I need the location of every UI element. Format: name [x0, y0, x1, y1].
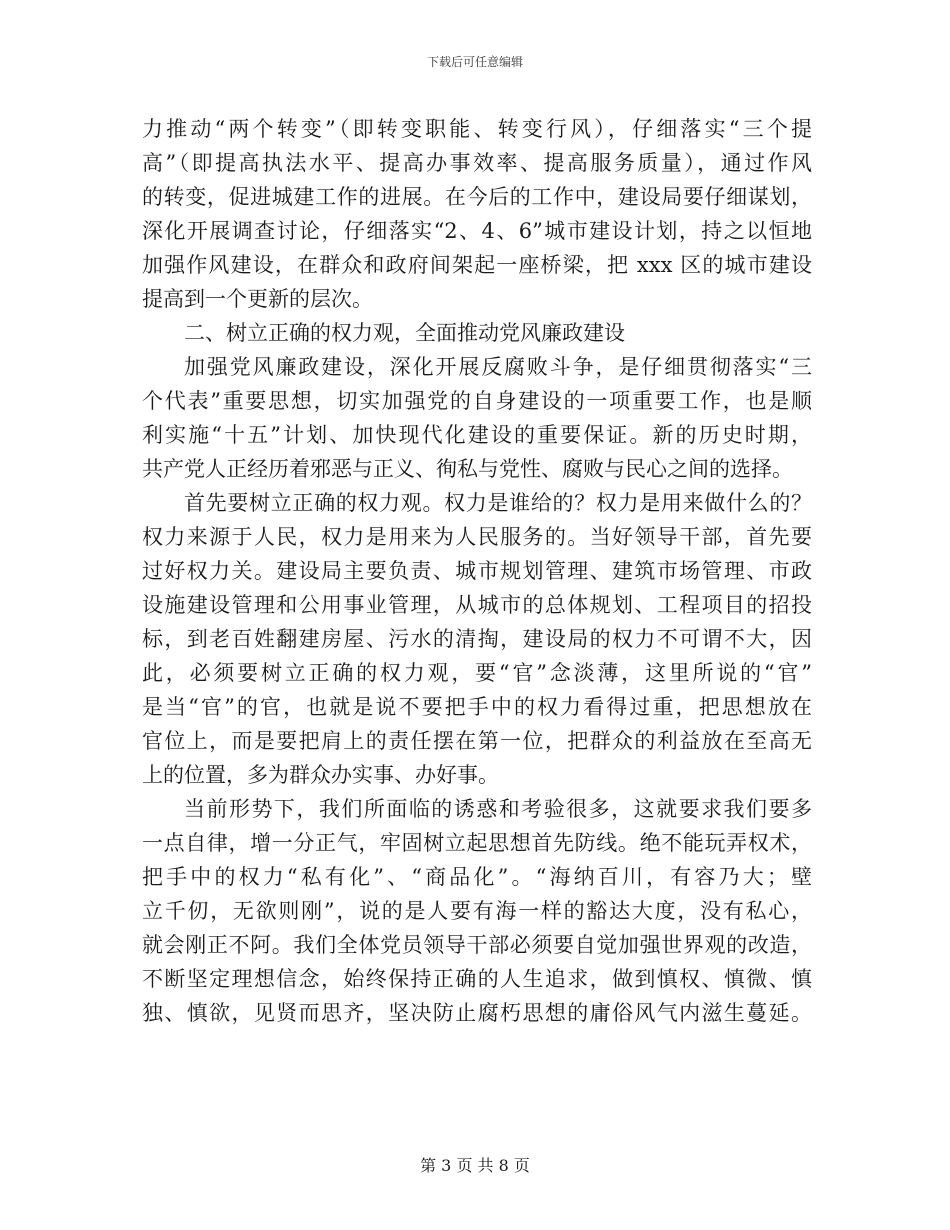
text-line: 加强党风廉政建设，深化开展反腐败斗争，是仔细贯彻落实“三	[184, 355, 812, 379]
text-line: 利实施“十五”计划、加快现代化建设的重要保证。新的历史时期，	[142, 423, 812, 447]
text-line: 此，必须要树立正确的权力观，要“官”念淡薄，这里所说的“官”	[142, 661, 812, 685]
text-line: 上的位置，多为群众办实事、办好事。	[142, 763, 499, 787]
text-line: 立千仞，无欲则刚”，说的是人要有海一样的豁达大度，没有私心，	[142, 899, 812, 923]
section-heading	[142, 316, 812, 350]
text-line: 当前形势下，我们所面临的诱惑和考验很多，这就要求我们要多	[184, 797, 812, 821]
text-line: 首先要树立正确的权力观。权力是谁给的？权力是用来做什么的？	[184, 491, 812, 515]
text-line: 高”（即提高执法水平、提高办事效率、提高服务质量），通过作风	[142, 151, 812, 175]
text-line: 一点自律，增一分正气，牢固树立起思想首先防线。绝不能玩弄权术，	[142, 831, 812, 855]
text-line: 设施建设管理和公用事业管理，从城市的总体规划、工程项目的招投	[142, 593, 812, 617]
text-line: 加强作风建设，在群众和政府间架起一座桥梁，把 xxx 区的城市建设	[142, 253, 812, 277]
text-line: 力推动“两个转变”（即转变职能、转变行风），仔细落实“三个提	[142, 117, 812, 141]
text-line: 标，到老百姓翻建房屋、污水的清掏，建设局的权力不可谓不大，因	[142, 627, 812, 651]
text-line: 提高到一个更新的层次。	[142, 287, 373, 311]
text-line: 独、慎欲，见贤而思齐，坚决防止腐朽思想的庸俗风气内滋生蔓延。	[142, 1001, 812, 1025]
text-line: 是当“官”的官，也就是说不要把手中的权力看得过重，把思想放在	[142, 695, 812, 719]
text-line: 共产党人正经历着邪恶与正义、徇私与党性、腐败与民心之间的选择。	[142, 457, 793, 481]
page-number: 第 3 页 共 8 页	[420, 1156, 530, 1175]
text-line: 就会刚正不阿。我们全体党员领导干部必须要自觉加强世界观的改造，	[142, 933, 812, 957]
text-line: 把手中的权力“私有化”、“商品化”。“海纳百川，有容乃大；壁	[142, 865, 812, 889]
paragraph	[142, 486, 812, 792]
text-line: 官位上，而是要把肩上的责任摆在第一位，把群众的利益放在至高无	[142, 729, 812, 753]
text-line: 的转变，促进城建工作的进展。在今后的工作中，建设局要仔细谋划，	[142, 185, 812, 209]
text-line: 权力来源于人民，权力是用来为人民服务的。当好领导干部，首先要	[142, 525, 812, 549]
page-header: 下载后可任意编辑	[426, 55, 523, 69]
paragraph	[142, 792, 812, 1030]
text-line: 个代表”重要思想，切实加强党的自身建设的一项重要工作，也是顺	[142, 389, 812, 413]
heading-text: 二、树立正确的权力观，全面推动党风廉政建设	[184, 321, 625, 345]
paragraph	[142, 350, 812, 486]
document-body	[142, 112, 812, 1030]
text-line: 不断坚定理想信念，始终保持正确的人生追求，做到慎权、慎微、慎	[142, 967, 812, 991]
paragraph	[142, 112, 812, 316]
text-line: 深化开展调查讨论，仔细落实“2、4、6”城市建设计划，持之以恒地	[142, 219, 812, 243]
text-line: 过好权力关。建设局主要负责、城市规划管理、建筑市场管理、市政	[142, 559, 812, 583]
